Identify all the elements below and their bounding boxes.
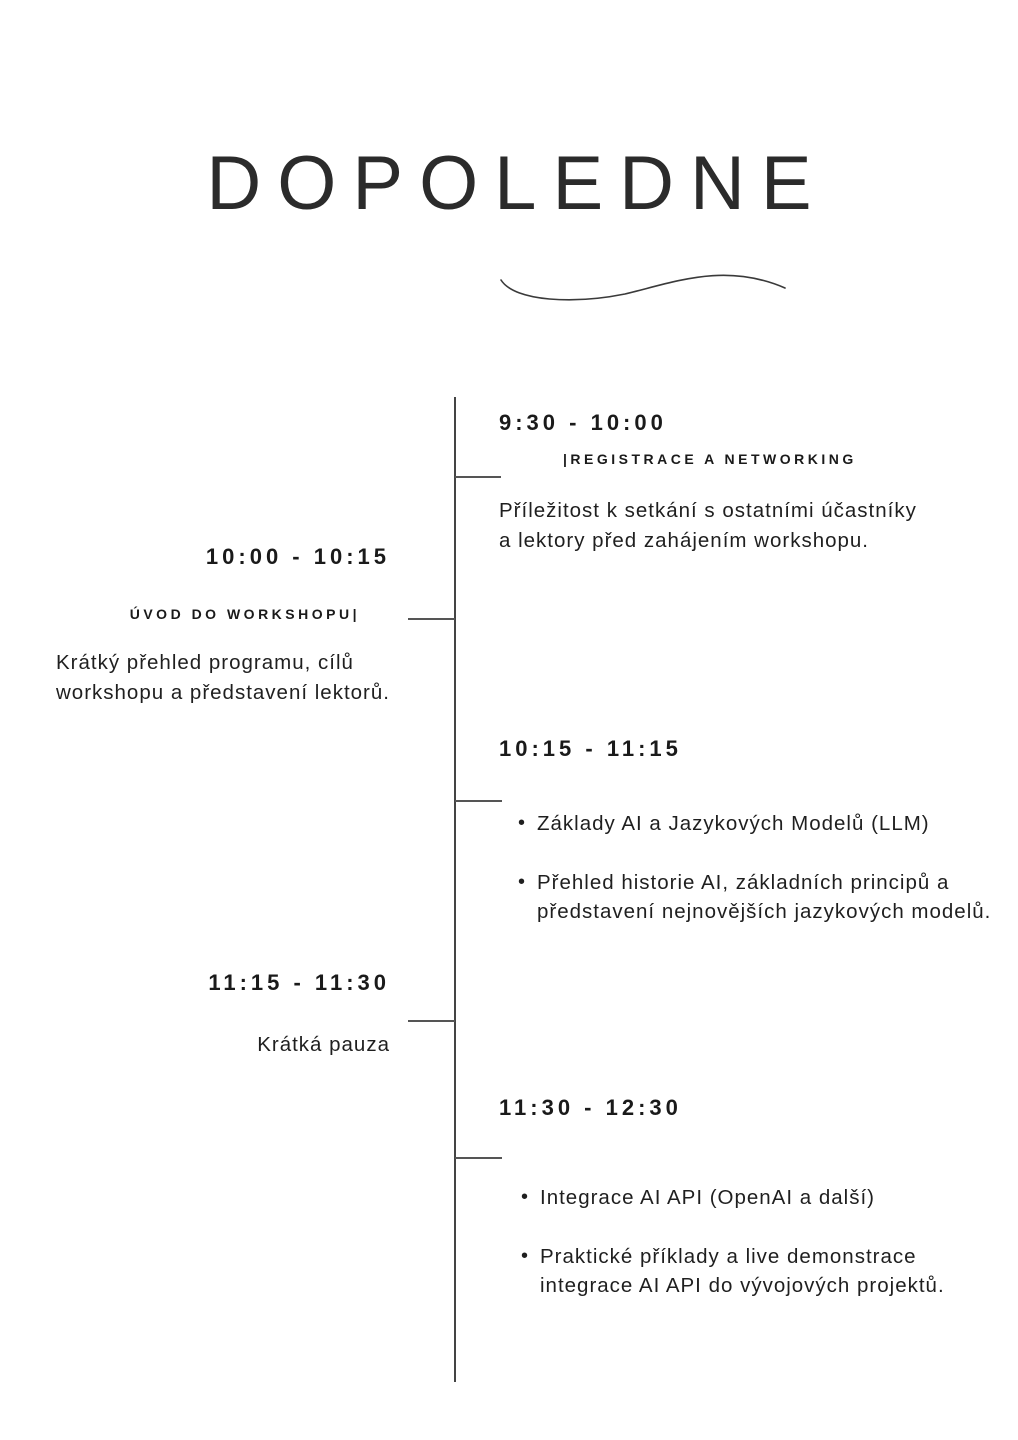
session-time: 11:30 - 12:30 <box>499 1095 682 1120</box>
session-time: 10:15 - 11:15 <box>499 736 682 761</box>
timeline-connector <box>455 800 502 802</box>
session-description: Krátký přehled programu, cílů workshopu a představení lektorů. <box>56 651 390 704</box>
timeline-connector <box>455 1157 502 1159</box>
list-item-text: Praktické příklady a live demonstrace integrace AI API do vývojových projektů. <box>540 1244 945 1297</box>
list-item <box>518 868 997 927</box>
bullet-icon: • <box>521 1186 530 1208</box>
list-item <box>518 809 997 839</box>
session-description: Krátká pauza <box>257 1033 390 1056</box>
list-item-text: Přehled historie AI, základních principů a představení nejnovějších jazykových modelů. <box>537 870 992 923</box>
timeline-connector <box>408 618 455 620</box>
list-item <box>521 1242 1010 1301</box>
timeline-axis <box>454 397 456 1382</box>
session-time: 10:00 - 10:15 <box>205 544 390 569</box>
session-bullet-list <box>521 1183 1010 1330</box>
session-subtitle: ÚVOD DO WORKSHOPU| <box>129 606 360 622</box>
list-item-text: Integrace AI API (OpenAI a další) <box>540 1186 875 1209</box>
bullet-icon: • <box>521 1244 530 1267</box>
bullet-icon: • <box>518 870 527 893</box>
decorative-swash-divider <box>495 262 795 312</box>
session-time: 9:30 - 10:00 <box>499 410 667 435</box>
page-title: DOPOLEDNE <box>206 141 828 226</box>
session-description: Příležitost k setkání s ostatními účastníky a lektory před zahájením workshopu. <box>499 499 917 552</box>
list-item <box>521 1183 1010 1213</box>
bullet-icon: • <box>518 812 527 834</box>
timeline-connector <box>408 1020 455 1022</box>
session-bullet-list <box>518 809 997 956</box>
list-item-text: Základy AI a Jazykových Modelů (LLM) <box>537 812 930 835</box>
timeline-connector <box>455 476 501 478</box>
session-time: 11:15 - 11:30 <box>208 970 390 995</box>
session-subtitle: |REGISTRACE A NETWORKING <box>563 451 857 467</box>
